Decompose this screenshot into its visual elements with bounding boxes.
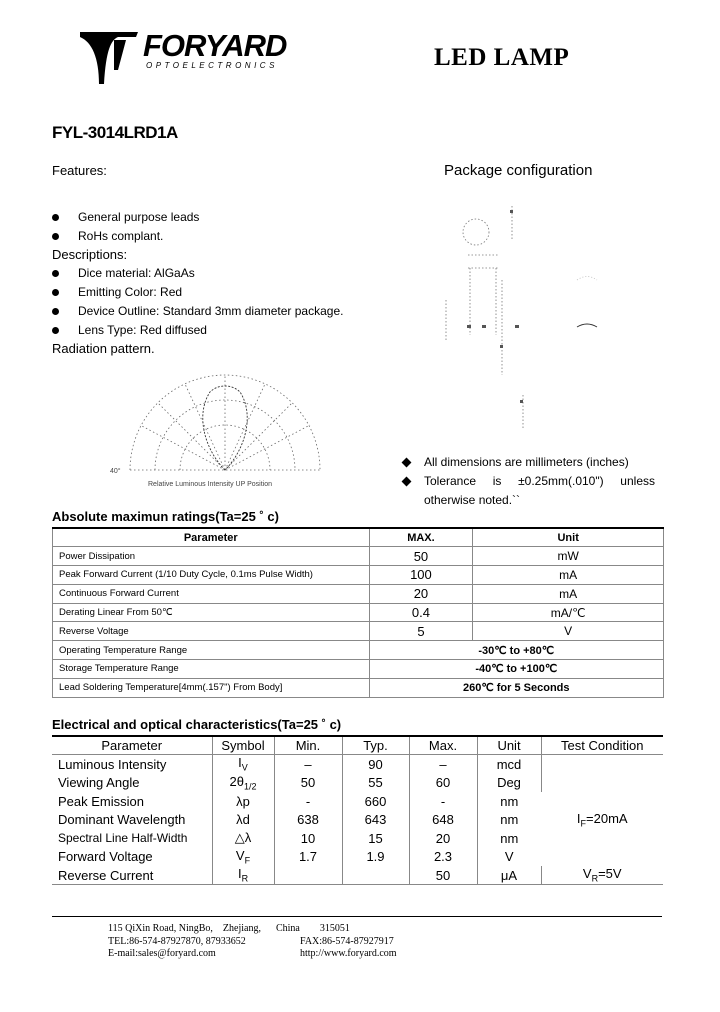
footer-email-link[interactable]: E-mail:sales@foryard.com bbox=[108, 948, 216, 959]
col-header-unit: Unit bbox=[473, 528, 664, 547]
bullet-icon bbox=[52, 308, 59, 315]
table-row: Spectral Line Half-Width △λ 10 15 20 nm bbox=[52, 829, 663, 848]
part-number: FYL-3014LRD1A bbox=[52, 123, 178, 142]
table-row: Peak Emission λp - 660 - nm bbox=[52, 792, 663, 811]
table-row: Dominant Wavelength λd 638 643 648 nm bbox=[52, 810, 663, 829]
footer-address: 115 QiXin Road, NingBo, Zhejiang, China 315051 bbox=[108, 923, 350, 934]
brand-name: FORYARD bbox=[143, 28, 287, 63]
footer-website-link[interactable]: http://www.foryard.com bbox=[300, 948, 397, 959]
radiation-pattern-diagram bbox=[110, 370, 340, 490]
list-item: RoHs complant. bbox=[52, 227, 199, 246]
test-condition-vr: $V_R=5V$ bbox=[541, 866, 663, 885]
table-header-row bbox=[53, 528, 664, 547]
eo-chars-heading: Electrical and optical characteristics(Ta=25 ˚ c) bbox=[52, 717, 342, 732]
col-header-parameter: Parameter bbox=[52, 736, 212, 755]
table-row: Derating Linear From 50℃ 0.4 mA/℃ bbox=[53, 603, 664, 622]
document-title: LED LAMP bbox=[434, 44, 570, 71]
diamond-bullet-icon bbox=[402, 477, 412, 487]
eo-chars-table bbox=[52, 735, 663, 885]
radiation-side-label: 40° bbox=[110, 468, 121, 475]
list-item: Emitting Color: Red bbox=[52, 283, 343, 302]
col-header-parameter: Parameter bbox=[53, 528, 370, 547]
foryard-logo-icon bbox=[78, 28, 140, 86]
col-header-unit: Unit bbox=[477, 736, 541, 755]
col-header-test-condition: Test Condition bbox=[541, 736, 663, 755]
bullet-icon bbox=[52, 289, 59, 296]
features-list bbox=[52, 208, 199, 246]
bullet-icon bbox=[52, 214, 59, 221]
table-row: Forward Voltage $V_F$ 1.7 1.9 2.3 V bbox=[52, 848, 663, 867]
package-notes bbox=[400, 453, 655, 510]
footer-fax: FAX:86-574-87927917 bbox=[300, 936, 394, 947]
footer-tel: TEL:86-574-87927870, 87933652 bbox=[108, 936, 246, 947]
col-header-typ: Typ. bbox=[342, 736, 409, 755]
diamond-bullet-icon bbox=[402, 458, 412, 468]
bullet-icon bbox=[52, 233, 59, 240]
table-row: Continuous Forward Current 20 mA bbox=[53, 584, 664, 603]
list-item: All dimensions are millimeters (inches) bbox=[400, 453, 655, 472]
list-item: Device Outline: Standard 3mm diameter package. bbox=[52, 302, 343, 321]
abs-ratings-table bbox=[52, 527, 664, 698]
table-row: Lead Soldering Temperature[4mm(.157") From Body] 260℃ for 5 Seconds bbox=[53, 678, 664, 697]
table-row: Viewing Angle $2\theta_{1/2}$ 50 55 60 Deg $I_F=20mA$ bbox=[52, 773, 663, 792]
col-header-max: MAX. bbox=[369, 528, 473, 547]
list-item: Lens Type: Red diffused bbox=[52, 321, 343, 340]
table-row: Power Dissipation 50 mW bbox=[53, 547, 664, 566]
descriptions-heading: Descriptions: bbox=[52, 247, 128, 262]
list-item: General purpose leads bbox=[52, 208, 199, 227]
table-row: Peak Forward Current (1/10 Duty Cycle, 0.1ms Pulse Width) 100 mA bbox=[53, 566, 664, 585]
col-header-min: Min. bbox=[274, 736, 342, 755]
abs-ratings-heading: Absolute maximun ratings(Ta=25 ˚ c) bbox=[52, 509, 279, 524]
brand-subtitle: OPTOELECTRONICS bbox=[146, 61, 278, 70]
test-condition-if: $I_F=20mA$ bbox=[576, 810, 628, 829]
table-row: Reverse Voltage 5 V bbox=[53, 622, 664, 641]
features-heading: Features: bbox=[52, 163, 107, 178]
descriptions-list bbox=[52, 264, 343, 340]
table-row: Operating Temperature Range -30℃ to +80℃ bbox=[53, 641, 664, 660]
bullet-icon bbox=[52, 327, 59, 334]
table-row: Luminous Intensity $I_V$ – 90 – mcd bbox=[52, 755, 663, 774]
col-header-symbol: Symbol bbox=[212, 736, 274, 755]
col-header-max: Max. bbox=[409, 736, 477, 755]
table-row: Reverse Current $I_R$ 50 μA $V_R=5V$ bbox=[52, 866, 663, 885]
list-item: Tolerance is ±0.25mm(.010") unless otherwise noted.`` bbox=[400, 472, 655, 510]
package-heading: Package configuration bbox=[444, 162, 593, 179]
radiation-heading: Radiation pattern. bbox=[52, 341, 155, 356]
table-header-row bbox=[52, 736, 663, 755]
package-drawing bbox=[440, 200, 610, 435]
list-item: Dice material: AlGaAs bbox=[52, 264, 343, 283]
footer-divider bbox=[52, 916, 662, 917]
radiation-caption: Relative Luminous Intensity UP Position bbox=[148, 481, 272, 488]
bullet-icon bbox=[52, 270, 59, 277]
table-row: Storage Temperature Range -40℃ to +100℃ bbox=[53, 660, 664, 679]
